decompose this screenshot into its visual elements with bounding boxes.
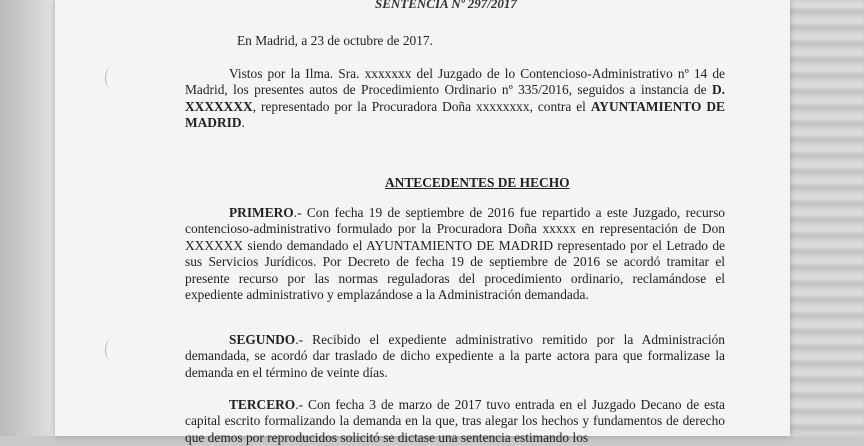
- paragraph-primero: [185, 205, 725, 303]
- paragraph-label: SEGUNDO: [229, 332, 296, 347]
- paragraph-text: .- Con fecha 19 de septiembre de 2016 fue repartido a este Juzgado, recurso contencioso-administrativo formulado por la Procuradora Doña xxxxx en representación de Don XXXXXX siendo demandado el AYUNTAMIENTO DE MADRID representado por el Letrado de sus Servicios Jurídicos. Por Decreto de fecha 19 de septiembre de 2016 se acordó tramitar el presente recurso por las normas reguladoras del procedimiento ordinario, reclamándose el expediente administrativo y emplazándose a la Administración demandada.: [185, 205, 725, 303]
- paragraph-text: .- Recibido el expediente administrativo remitido por la Administración demandada, se acordó dar traslado de dicho expediente a la parte actora para que formalizase la demanda en el término de veinte días.: [185, 332, 725, 380]
- document-title: SENTENCIA Nº 297/2017: [375, 0, 517, 11]
- intro-text: .: [241, 115, 245, 131]
- paragraph-label: PRIMERO: [229, 205, 294, 220]
- place-date: En Madrid, a 23 de octubre de 2017.: [237, 33, 433, 48]
- scan-background-left: [0, 0, 60, 436]
- punch-hole-mark: [105, 68, 116, 88]
- scan-background-right: [784, 0, 864, 436]
- intro-paragraph: [185, 66, 725, 132]
- paragraph-segundo: [185, 332, 725, 381]
- section-heading: ANTECEDENTES DE HECHO: [385, 175, 570, 190]
- paragraph-tercero: [185, 397, 725, 446]
- intro-text: Vistos por la Ilma. Sra. xxxxxxx del Juzgado de lo Contencioso-Administrativo nº 14 de Madrid, los presentes autos de Procedimiento Ordinario nº 335/2016, seguidos a instancia de: [185, 66, 725, 98]
- punch-hole-mark: [105, 340, 116, 360]
- intro-text: , representado por la Procuradora Doña xxxxxxxx, contra el: [252, 98, 591, 114]
- paragraph-label: TERCERO: [229, 397, 296, 412]
- paragraph-text: .- Con fecha 3 de marzo de 2017 tuvo entrada en el Juzgado Decano de esta capital escrito formalizando la demanda en la que, tras alegar los hechos y fundamentos de derecho que demos por reproducidos solicitó se dictase una sentencia estimando los: [185, 397, 725, 445]
- defendant-name: AYUNTAMIENTO DE MADRID: [185, 98, 725, 131]
- plaintiff-name: D. XXXXXXX: [185, 82, 725, 114]
